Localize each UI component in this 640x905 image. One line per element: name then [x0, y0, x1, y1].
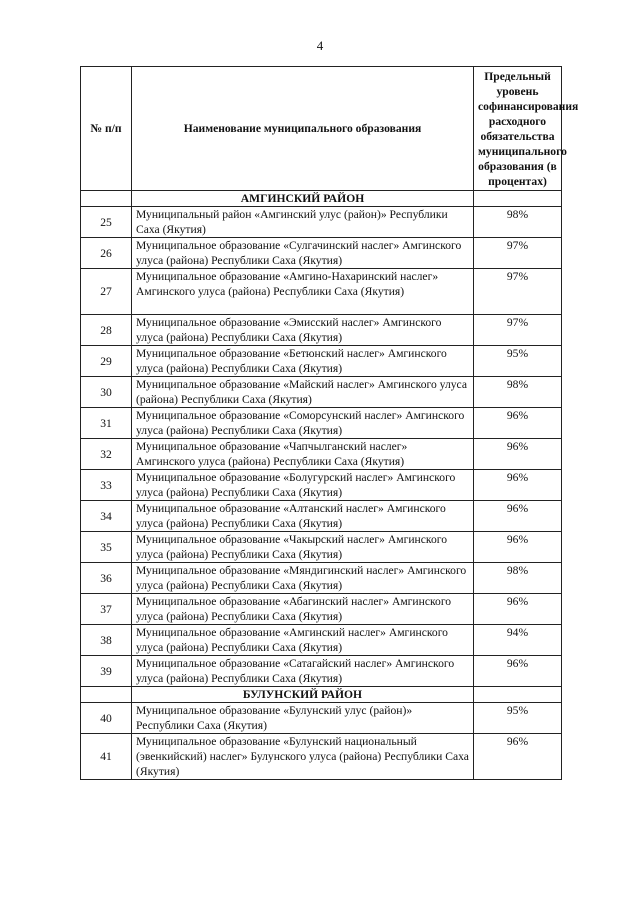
cofinancing-level: 96% — [474, 594, 562, 625]
municipality-name: Муниципальное образование «Булунский улус (район)» Республики Саха (Якутия) — [132, 703, 474, 734]
municipality-name: Муниципальное образование «Эмисский наслег» Амгинского улуса (района) Республики Саха (Якутия) — [132, 315, 474, 346]
municipality-name: Муниципальное образование «Майский наслег» Амгинского улуса (района) Республики Саха (Якутия) — [132, 377, 474, 408]
municipality-name: Муниципальное образование «Болугурский наслег» Амгинского улуса (района) Республики Саха (Якутия) — [132, 470, 474, 501]
page-number: 4 — [316, 38, 324, 53]
row-number: 30 — [81, 377, 132, 408]
cofinancing-level: 98% — [474, 377, 562, 408]
table-row — [81, 315, 562, 346]
table-row — [81, 470, 562, 501]
cofinancing-level: 96% — [474, 501, 562, 532]
municipality-name: Муниципальное образование «Амгинский наслег» Амгинского улуса (района) Республики Саха (Якутия) — [132, 625, 474, 656]
district-num-cell — [81, 191, 132, 207]
cofinancing-level: 98% — [474, 207, 562, 238]
header-level: Предельный уровень софинансирования расходного обязательства муниципального образования (в процентах) — [474, 67, 562, 191]
district-row — [81, 687, 562, 703]
district-pct-cell — [474, 191, 562, 207]
cofinancing-level: 96% — [474, 656, 562, 687]
municipality-name: Муниципальное образование «Сулгачинский наслег» Амгинского улуса (района) Республики Саха (Якутия) — [132, 238, 474, 269]
district-title: АМГИНСКИЙ РАЙОН — [132, 191, 474, 207]
table-row — [81, 734, 562, 780]
district-row — [81, 191, 562, 207]
cofinancing-level: 97% — [474, 315, 562, 346]
district-pct-cell — [474, 687, 562, 703]
table-row — [81, 408, 562, 439]
row-number: 32 — [81, 439, 132, 470]
header-num: № п/п — [81, 67, 132, 191]
row-number: 39 — [81, 656, 132, 687]
cofinancing-level: 96% — [474, 470, 562, 501]
row-number: 25 — [81, 207, 132, 238]
cofinancing-level: 96% — [474, 408, 562, 439]
cofinancing-level: 96% — [474, 734, 562, 780]
municipality-name: Муниципальное образование «Булунский национальный (эвенкийский) наслег» Булунского улуса (района) Республики Саха (Якутия) — [132, 734, 474, 780]
table-row — [81, 625, 562, 656]
table-row — [81, 703, 562, 734]
table-row — [81, 346, 562, 377]
row-number: 36 — [81, 563, 132, 594]
cofinancing-level: 96% — [474, 439, 562, 470]
table-row — [81, 656, 562, 687]
district-num-cell — [81, 687, 132, 703]
table-row — [81, 377, 562, 408]
table-row — [81, 594, 562, 625]
cofinancing-level: 97% — [474, 238, 562, 269]
cofinancing-level: 96% — [474, 532, 562, 563]
row-number: 41 — [81, 734, 132, 780]
row-number: 28 — [81, 315, 132, 346]
table-row — [81, 269, 562, 315]
row-number: 37 — [81, 594, 132, 625]
municipality-name: Муниципальное образование «Сатагайский наслег» Амгинского улуса (района) Республики Саха (Якутия) — [132, 656, 474, 687]
cofinancing-level: 97% — [474, 269, 562, 315]
municipality-name: Муниципальное образование «Чапчылганский наслег» Амгинского улуса (района) Республики Саха (Якутия) — [132, 439, 474, 470]
row-number: 29 — [81, 346, 132, 377]
cofinancing-level: 95% — [474, 346, 562, 377]
municipality-name: Муниципальное образование «Амгино-Нахаринский наслег» Амгинского улуса (района) Республики Саха (Якутия) — [132, 269, 474, 315]
table-row — [81, 501, 562, 532]
row-number: 35 — [81, 532, 132, 563]
district-title: БУЛУНСКИЙ РАЙОН — [132, 687, 474, 703]
table-row — [81, 207, 562, 238]
municipality-name: Муниципальное образование «Абагинский наслег» Амгинского улуса (района) Республики Саха (Якутия) — [132, 594, 474, 625]
header-name: Наименование муниципального образования — [132, 67, 474, 191]
row-number: 31 — [81, 408, 132, 439]
subsidy-table — [80, 66, 579, 780]
municipality-name: Муниципальное образование «Мяндигинский наслег» Амгинского улуса (района) Республики Саха (Якутия) — [132, 563, 474, 594]
row-number: 38 — [81, 625, 132, 656]
cofinancing-level: 98% — [474, 563, 562, 594]
municipality-name: Муниципальное образование «Соморсунский наслег» Амгинского улуса (района) Республики Саха (Якутия) — [132, 408, 474, 439]
row-number: 40 — [81, 703, 132, 734]
table-row — [81, 532, 562, 563]
municipality-name: Муниципальное образование «Бетюнский наслег» Амгинского улуса (района) Республики Саха (Якутия) — [132, 346, 474, 377]
row-number: 33 — [81, 470, 132, 501]
row-number: 26 — [81, 238, 132, 269]
municipality-name: Муниципальное образование «Алтанский наслег» Амгинского улуса (района) Республики Саха (Якутия) — [132, 501, 474, 532]
table-header-row — [81, 67, 562, 191]
table-body — [81, 191, 562, 780]
row-number: 34 — [81, 501, 132, 532]
row-number: 27 — [81, 269, 132, 315]
municipality-name: Муниципальное образование «Чакырский наслег» Амгинского улуса (района) Республики Саха (Якутия) — [132, 532, 474, 563]
cofinancing-level: 95% — [474, 703, 562, 734]
table-row — [81, 563, 562, 594]
table-row — [81, 238, 562, 269]
cofinancing-level: 94% — [474, 625, 562, 656]
table-row — [81, 439, 562, 470]
municipality-name: Муниципальный район «Амгинский улус (район)» Республики Саха (Якутия) — [132, 207, 474, 238]
